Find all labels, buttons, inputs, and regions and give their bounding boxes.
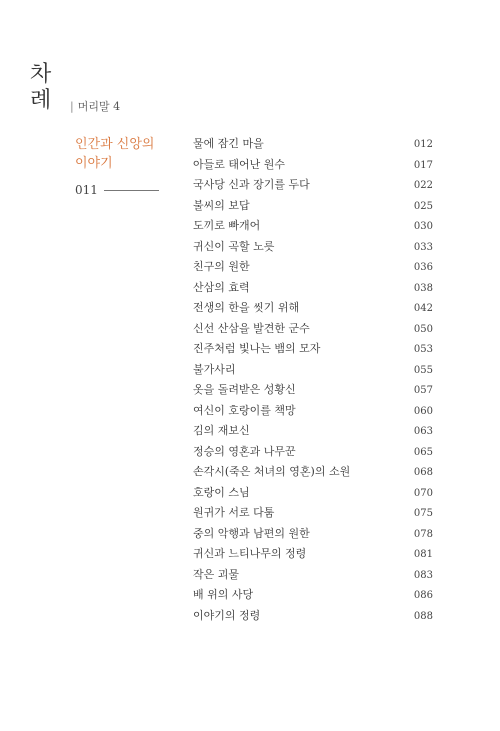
toc-entry-title: 산삼의 효력 xyxy=(193,280,250,294)
toc-entry-title: 아들로 태어난 원수 xyxy=(193,157,286,171)
toc-entry-page: 086 xyxy=(413,590,433,601)
toc-entry-title: 손각시(죽은 처녀의 영혼)의 소원 xyxy=(193,465,351,478)
toc-entry[interactable] xyxy=(193,361,433,382)
toc-entry[interactable] xyxy=(193,484,433,505)
toc-entry-page: 017 xyxy=(413,159,433,171)
toc-entry-title: 진주처럼 빛나는 뱀의 모자 xyxy=(193,342,321,355)
toc-entry[interactable] xyxy=(193,299,433,320)
toc-entry-page: 022 xyxy=(413,180,433,191)
toc-entry-title: 도끼로 빠개어 xyxy=(193,219,261,232)
toc-entry-page: 042 xyxy=(413,303,433,314)
toc-entry-page: 081 xyxy=(413,549,433,560)
toc-entry-page: 038 xyxy=(413,282,433,294)
toc-entry-page: 050 xyxy=(413,323,433,335)
toc-entry[interactable] xyxy=(193,402,433,423)
toc-entry[interactable] xyxy=(193,176,433,197)
toc-entry-title: 신선 산삼을 발견한 군수 xyxy=(193,321,310,335)
toc-entry[interactable] xyxy=(193,607,433,628)
toc-entry-page: 036 xyxy=(413,262,433,273)
toc-entry[interactable] xyxy=(193,381,433,402)
toc-entry-page: 030 xyxy=(413,221,433,232)
section-page-number: 011 xyxy=(75,183,98,197)
toc-entry-page: 012 xyxy=(413,139,433,150)
toc-entry[interactable] xyxy=(193,586,433,607)
toc-entry-title: 배 위의 사당 xyxy=(193,588,254,601)
toc-entry-title: 정승의 영혼과 나무꾼 xyxy=(193,444,296,458)
page-title-char: 차 xyxy=(30,62,52,87)
toc-entry-title: 옷을 돌려받은 성황신 xyxy=(193,383,296,396)
toc-entry-page: 033 xyxy=(413,241,433,253)
toc-entry[interactable] xyxy=(193,340,433,361)
section-header xyxy=(75,135,175,197)
toc-entry[interactable] xyxy=(193,217,433,238)
toc-entry-title: 중의 악행과 남편의 원한 xyxy=(193,526,310,540)
toc-entry-page: 075 xyxy=(413,508,433,519)
toc-entry-title: 국사당 신과 장기를 두다 xyxy=(193,178,310,191)
toc-entry-title: 원귀가 서로 다툼 xyxy=(193,506,275,519)
toc-entry[interactable] xyxy=(193,238,433,259)
toc-entry-title: 친구의 원한 xyxy=(193,260,250,273)
toc-entry-title: 작은 괴물 xyxy=(193,567,240,581)
toc-entry[interactable] xyxy=(193,463,433,484)
toc-entry-page: 025 xyxy=(413,200,433,212)
toc-entry-title: 물에 잠긴 마을 xyxy=(193,137,264,150)
page-title-char: 례 xyxy=(30,88,52,113)
toc-entry-page: 055 xyxy=(413,364,433,376)
toc-entry[interactable] xyxy=(193,258,433,279)
toc-entry-title: 귀신이 곡할 노릇 xyxy=(193,239,275,253)
toc-entry-title: 호랑이 스님 xyxy=(193,485,250,499)
section-page-row xyxy=(75,183,175,197)
section-title-line: 이야기 xyxy=(75,156,113,171)
section-rule xyxy=(104,190,159,191)
toc-list xyxy=(193,135,433,627)
toc-entry[interactable] xyxy=(193,566,433,587)
section-title-line: 인간과 신앙의 xyxy=(75,137,155,152)
toc-entry-page: 065 xyxy=(413,446,433,458)
toc-entry-page: 068 xyxy=(413,467,433,478)
toc-entry[interactable] xyxy=(193,504,433,525)
toc-entry-page: 063 xyxy=(413,426,433,437)
toc-entry-title: 여신이 호랑이를 책망 xyxy=(193,403,296,417)
toc-entry-page: 057 xyxy=(413,385,433,396)
toc-entry-page: 083 xyxy=(413,569,433,581)
toc-entry-page: 060 xyxy=(413,405,433,417)
toc-entry-title: 불가사리 xyxy=(193,362,236,376)
toc-entry-page: 053 xyxy=(413,344,433,355)
toc-entry[interactable] xyxy=(193,525,433,546)
toc-entry-page: 070 xyxy=(413,487,433,499)
toc-entry[interactable] xyxy=(193,156,433,177)
page-title xyxy=(30,62,51,114)
divider: | xyxy=(70,100,74,113)
toc-entry-title: 이야기의 정령 xyxy=(193,608,261,622)
toc-entry[interactable] xyxy=(193,422,433,443)
toc-entry-title: 귀신과 느티나무의 정령 xyxy=(193,547,307,560)
toc-entry-title: 전생의 한을 씻기 위해 xyxy=(193,301,300,314)
toc-entry[interactable] xyxy=(193,545,433,566)
toc-entry[interactable] xyxy=(193,279,433,300)
toc-entry[interactable] xyxy=(193,197,433,218)
toc-entry-page: 088 xyxy=(413,610,433,622)
toc-entry-title: 김의 재보신 xyxy=(193,424,250,437)
preface-entry[interactable] xyxy=(70,98,120,114)
toc-entry[interactable] xyxy=(193,320,433,341)
toc-entry-page: 078 xyxy=(413,528,433,540)
toc-entry[interactable] xyxy=(193,443,433,464)
preface-label: 머리말 4 xyxy=(77,100,121,113)
toc-entry[interactable] xyxy=(193,135,433,156)
toc-entry-title: 불씨의 보답 xyxy=(193,198,250,212)
